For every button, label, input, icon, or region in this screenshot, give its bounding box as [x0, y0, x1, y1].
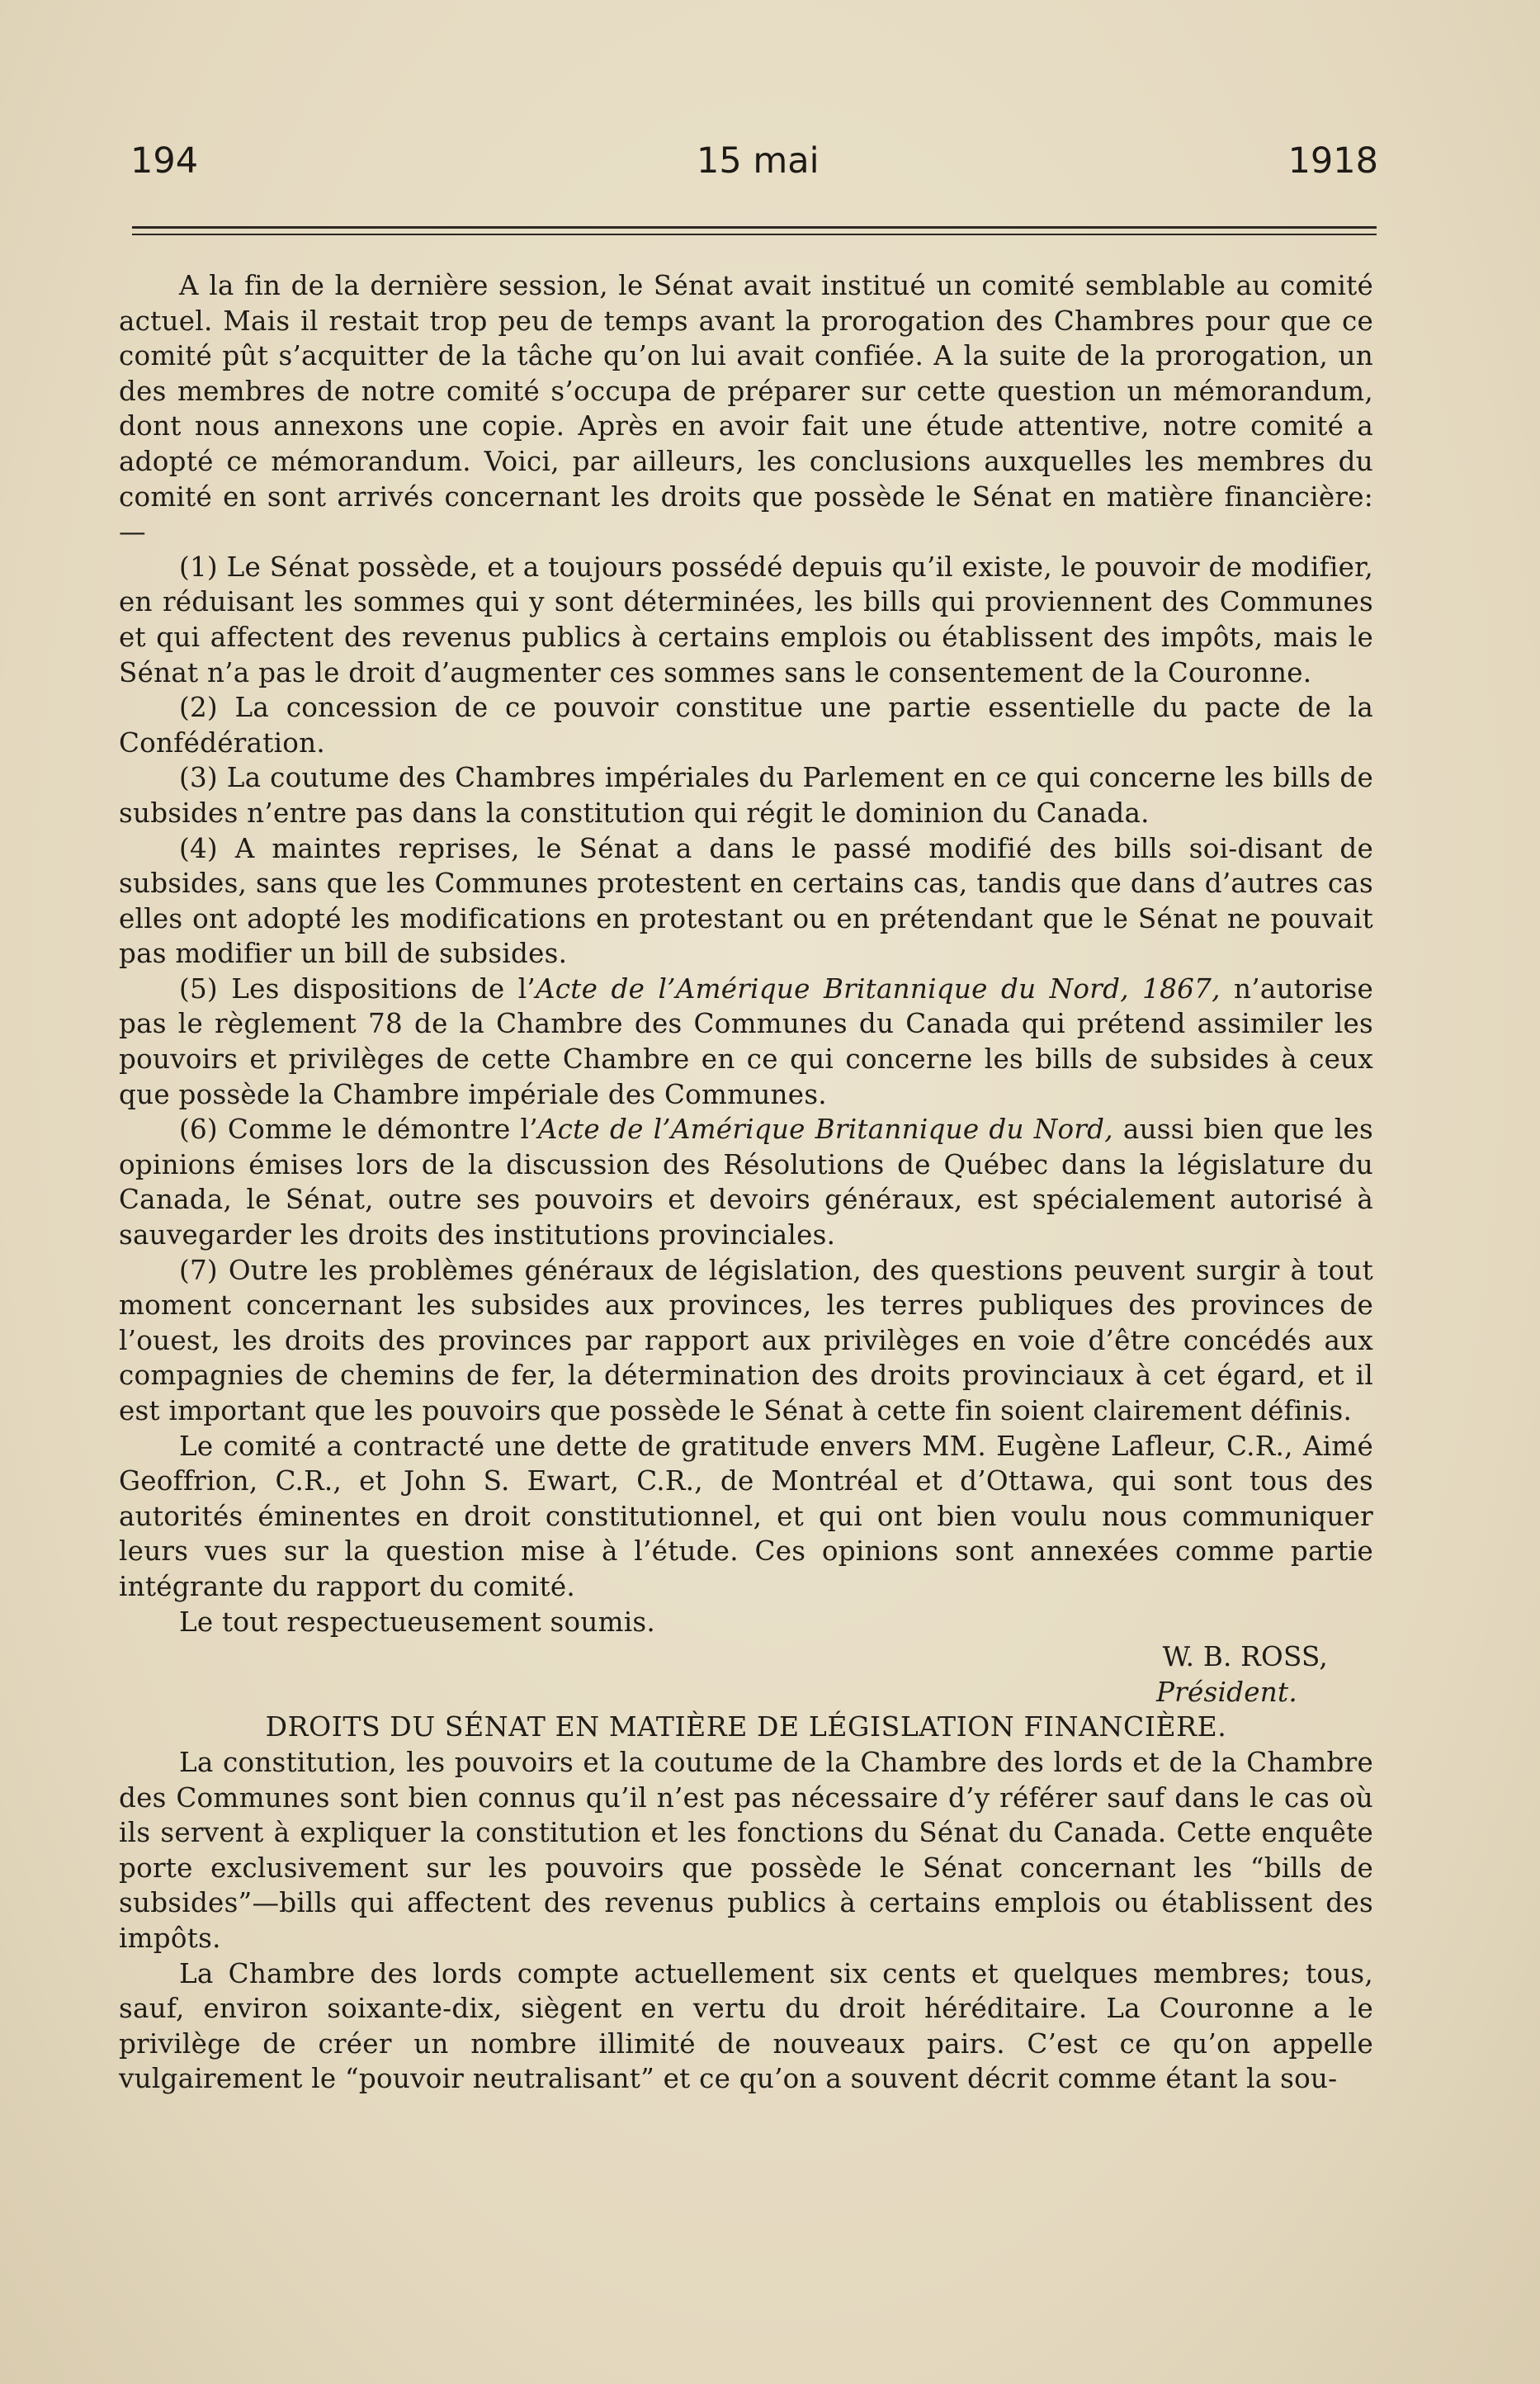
page-number: 194 [130, 140, 199, 182]
header-rule-bottom [132, 234, 1377, 235]
conclusion-3: (3) La coutume des Chambres impériales du Parlement en ce qui concerne les bills de subsides n’entre pas dans la constitution qui régit le dominion du Canada. [119, 762, 1373, 829]
section-paragraph-1: La constitution, les pouvoirs et la coutume de la Chambre des lords et de la Chambre des Communes sont bien connus qu’il n’est pas nécessaire d’y référer sauf dans le cas où ils servent à expliquer la constitution et les fonctions du Sénat du Canada. Cette enquête porte exclusivement sur les pouvoirs que possède le Sénat concernant les “bills de subsides”—bills qui affectent des revenus publics à certains emplois ou établissent des impôts. [119, 1746, 1373, 1954]
report-body [119, 268, 1373, 2097]
page-header [130, 140, 1378, 198]
section-paragraph-2: La Chambre des lords compte actuellement six cents et quelques membres; tous, sauf, environ soixante-dix, siègent en vertu du droit héréditaire. La Couronne a le privilège de créer un nombre illimité de nouveaux pairs. C’est ce qu’on appelle vulgairement le “pouvoir neutralisant” et ce qu’on a souvent décrit comme étant la sou- [119, 1957, 1373, 2095]
conclusion-4: (4) A maintes reprises, le Sénat a dans le passé modifié des bills soi-disant de subsides, sans que les Communes protestent en certains cas, tandis que dans d’autres cas elles ont adopté les modifications en protestant ou en prétendant que le Sénat ne pouvait pas modifier un bill de subsides. [119, 832, 1373, 970]
signature-name: W. B. ROSS, [1162, 1641, 1328, 1673]
conclusion-5-before: (5) Les dispositions de l’ [179, 972, 536, 1005]
intro-paragraph: A la fin de la dernière session, le Sénat avait institué un comité semblable au comité actuel. Mais il restait trop peu de temps avant la prorogation des Chambres pour que ce comité pût s’acquitter de la tâche qu’on lui avait confiée. A la suite de la prorogation, un des membres de notre comité s’occupa de préparer sur cette question un mémorandum, dont nous annexons une copie. Après en avoir fait une étude attentive, notre comité a adopté ce mémorandum. Voici, par ailleurs, les conclusions auxquelles les membres du comité en sont arrivés concernant les droits que possède le Sénat en matière financière:— [119, 270, 1373, 548]
header-rule-top [132, 226, 1377, 229]
header-date: 15 mai [697, 140, 820, 182]
conclusion-6 [119, 1112, 1373, 1252]
conclusion-7: (7) Outre les problèmes généraux de législation, des questions peuvent surgir à tout moment concernant les subsides aux provinces, les terres publiques des provinces de l’ouest, les droits des provinces par rapport aux privilèges en voie d’être concédés aux compagnies de chemins de fer, la détermination des droits provinciaux à cet égard, et il est important que les pouvoirs que possède le Sénat à cette fin soient clairement définis. [119, 1254, 1373, 1426]
conclusion-6-before: (6) Comme le démontre l’ [179, 1114, 538, 1146]
conclusion-5-act-title: Acte de l’Amérique Britannique du Nord, 1867, [536, 972, 1221, 1005]
signature-title: Président. [1156, 1676, 1297, 1708]
conclusion-1: (1) Le Sénat possède, et a toujours possédé depuis qu’il existe, le pouvoir de modifier, en réduisant les sommes qui y sont déterminées, les bills qui proviennent des Communes et qui affectent des revenus publics à certains emplois ou établissent des impôts, mais le Sénat n’a pas le droit d’augmenter ces sommes sans le consentement de la Couronne. [119, 551, 1373, 688]
conclusion-5-after: n’autorise pas le règlement 78 de la Chambre des Communes du Canada qui prétend assimiler les pouvoirs et privilèges de cette Chambre en ce qui concerne les bills de subsides à ceux que possède la Chambre impériale des Communes. [119, 972, 1373, 1110]
acknowledgement-paragraph: Le comité a contracté une dette de gratitude envers MM. Eugène Lafleur, C.R., Aimé Geoffrion, C.R., et John S. Ewart, C.R., de Montréal et d’Ottawa, qui sont tous des autorités éminentes en droit constitutionnel, et qui ont bien voulu nous communiquer leurs vues sur la question mise à l’étude. Ces opinions sont annexées comme partie intégrante du rapport du comité. [119, 1430, 1373, 1602]
conclusion-2: (2) La concession de ce pouvoir constitue une partie essentielle du pacte de la Confédération. [119, 692, 1373, 759]
section-heading: DROITS DU SÉNAT EN MATIÈRE DE LÉGISLATION FINANCIÈRE. [265, 1710, 1227, 1743]
conclusion-6-after: aussi bien que les opinions émises lors de la discussion des Résolutions de Québec dans la législature du Canada, le Sénat, outre ses pouvoirs et devoirs généraux, est spécialement autorisé à sauvegarder les droits des institutions provinciales. [119, 1114, 1373, 1251]
closing-line: Le tout respectueusement soumis. [179, 1606, 655, 1638]
conclusion-5 [119, 972, 1373, 1112]
header-year: 1918 [1287, 140, 1378, 182]
conclusion-6-act-title: Acte de l’Amérique Britannique du Nord, [537, 1114, 1113, 1146]
